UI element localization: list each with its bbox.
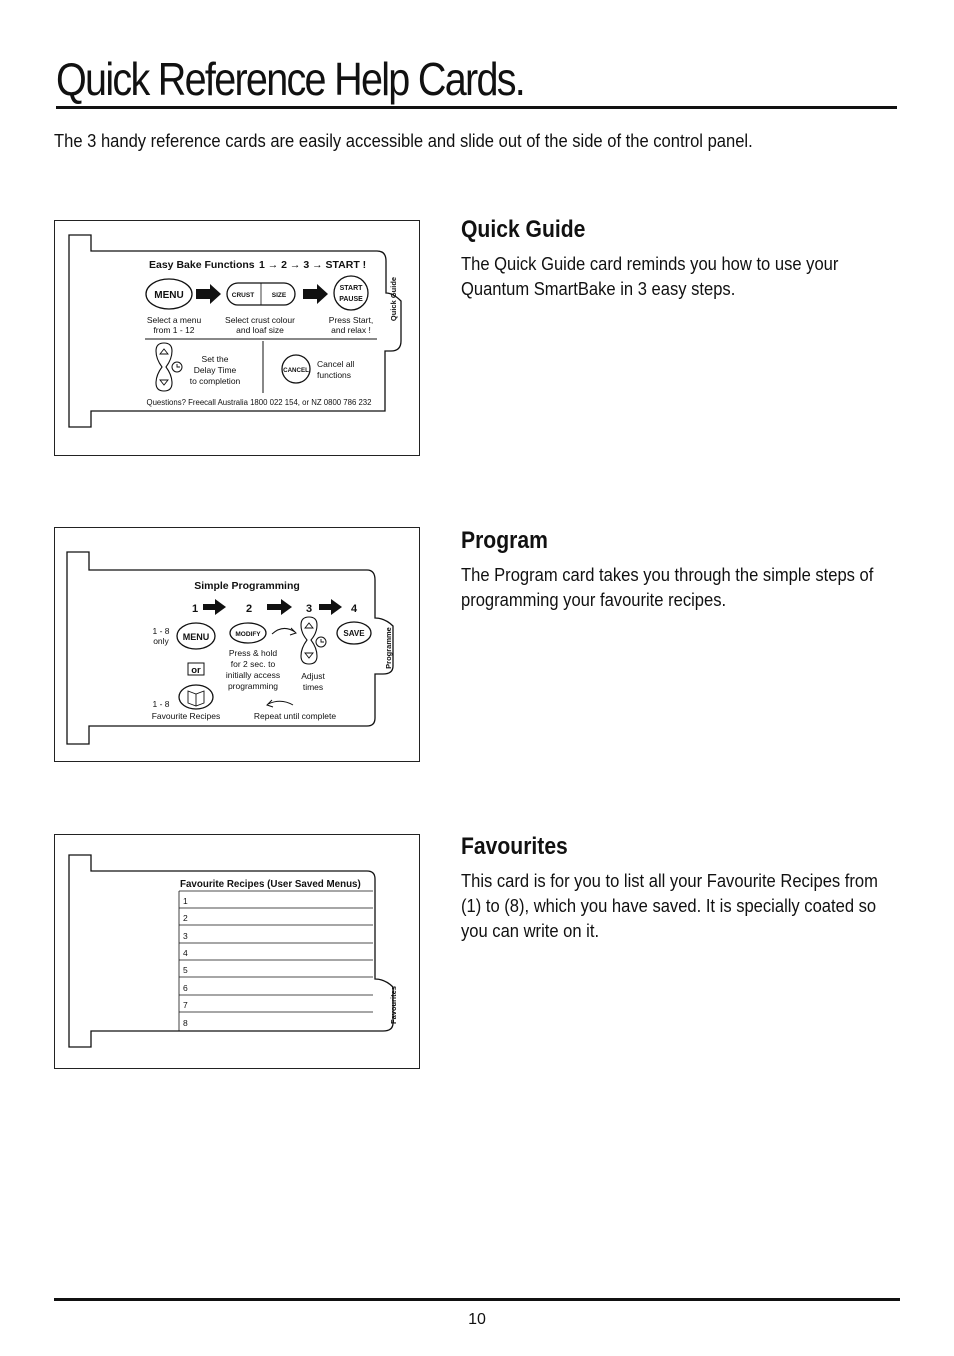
pg-menu-label: MENU (182, 632, 210, 642)
pg-step-2: 2 (245, 603, 253, 615)
pg-modify-caption-3: initially access (225, 670, 281, 680)
intro-text: The 3 handy reference cards are easily accessible and slide out of the side of the control panel. (54, 131, 753, 151)
quick-guide-card-illustration (55, 221, 419, 455)
pg-menu-note-1: 1 - 8 (152, 626, 170, 636)
pg-repeat-arrow-icon (268, 701, 293, 705)
pg-repeat-caption: Repeat until complete (253, 711, 337, 721)
section-heading-program: Program (461, 527, 548, 554)
qg-start-caption-2: and relax ! (331, 325, 371, 335)
fav-row-label: 5 (183, 965, 188, 975)
qg-card-heading: Easy Bake Functions (149, 259, 255, 271)
pg-up-down-icon (301, 617, 317, 664)
qg-up-down-icon (156, 343, 172, 391)
pg-modify-caption-2: for 2 sec. to (230, 659, 276, 669)
pg-arrow-2-icon (267, 599, 292, 615)
program-card-illustration (55, 528, 419, 761)
qg-arrow-1-icon (196, 284, 221, 304)
qg-arrow-2-icon (303, 284, 328, 304)
section-quick-guide (461, 216, 901, 302)
pg-fav-note-1: 1 - 8 (152, 699, 170, 709)
pg-save-label: SAVE (343, 629, 365, 638)
fav-row-label: 7 (183, 1000, 188, 1010)
fav-row-label: 2 (183, 913, 188, 923)
qg-start-caption-1: Press Start, (328, 315, 374, 325)
qg-cancel-caption-1: Cancel all (317, 359, 355, 369)
qg-crust-caption-1: Select crust colour (225, 315, 295, 325)
qg-pause-label: PAUSE (339, 296, 363, 303)
pg-modify-caption-4: programming (227, 681, 279, 691)
fav-row-label: 8 (183, 1018, 188, 1028)
fav-rows (179, 896, 373, 1028)
pg-or-label: or (191, 665, 201, 676)
favourites-card-illustration (55, 835, 419, 1068)
qg-menu-caption-2: from 1 - 12 (153, 325, 195, 335)
pg-arrow-3-icon (319, 599, 342, 615)
section-program (461, 527, 901, 613)
qg-menu-caption-1: Select a menu (146, 315, 202, 325)
pg-arrow-1-icon (203, 599, 226, 615)
qg-delay-caption-2: Delay Time (193, 365, 237, 375)
footer-divider (54, 1298, 900, 1301)
qg-start-label: START (339, 285, 363, 292)
pg-menu-note-2: only (153, 636, 169, 646)
fav-card-heading: Favourite Recipes (User Saved Menus) (180, 879, 361, 890)
section-body-favourites: This card is for you to list all your Favourite Recipes from (1) to (8), which you have saved. It is specially coated so you can write on it. (461, 871, 878, 941)
qg-tab-label: Quick Guide (389, 276, 398, 322)
title-divider (56, 106, 897, 109)
qg-cancel-caption-2: functions (317, 370, 352, 380)
pg-card-heading: Simple Programming (194, 580, 300, 592)
section-heading-quick-guide: Quick Guide (461, 216, 586, 243)
qg-cancel-label: CANCEL (283, 367, 309, 374)
page-title: Quick Reference Help Cards. (56, 53, 525, 105)
qg-helpline: Questions? Freecall Australia 1800 022 154, or NZ 0800 786 232 (146, 398, 372, 407)
pg-adjust-caption-2: times (302, 682, 324, 692)
fav-row-label: 6 (183, 983, 188, 993)
qg-delay-caption-1: Set the (201, 354, 229, 364)
qg-crust-label: CRUST (231, 292, 255, 299)
qg-start-pause-button (334, 276, 368, 310)
section-body-program: The Program card takes you through the simple steps of programming your favourite recipes. (461, 565, 874, 610)
pg-step-1: 1 (191, 603, 199, 615)
fav-row-label: 3 (183, 931, 188, 941)
qg-menu-button-label: MENU (154, 290, 184, 301)
page-number: 10 (468, 1311, 486, 1328)
pg-adjust-caption-1: Adjust (301, 671, 325, 681)
qg-crust-caption-2: and loaf size (236, 325, 284, 335)
section-body-quick-guide: The Quick Guide card reminds you how to use your Quantum SmartBake in 3 easy steps. (461, 254, 839, 299)
qg-delay-caption-3: to completion (189, 376, 241, 386)
fav-row-label: 4 (183, 948, 188, 958)
quick-guide-card-figure (54, 220, 420, 456)
favourites-card-figure (54, 834, 420, 1069)
pg-fav-note-2: Favourite Recipes (151, 711, 221, 721)
pg-modify-label: MODIFY (235, 631, 261, 638)
section-favourites (461, 833, 901, 944)
pg-step-3: 3 (305, 603, 313, 615)
pg-tab-label: Programme (384, 627, 393, 669)
qg-card-steps: 1 → 2 → 3 → START ! (259, 259, 367, 271)
section-heading-favourites: Favourites (461, 833, 568, 860)
fav-tab-label: Favourites (389, 986, 398, 1024)
pg-forward-arrow-icon (272, 628, 295, 634)
program-card-figure (54, 527, 420, 762)
fav-row-label: 1 (183, 896, 188, 906)
pg-step-4: 4 (350, 603, 358, 615)
qg-size-label: SIZE (271, 292, 287, 299)
pg-modify-caption-1: Press & hold (228, 648, 278, 658)
